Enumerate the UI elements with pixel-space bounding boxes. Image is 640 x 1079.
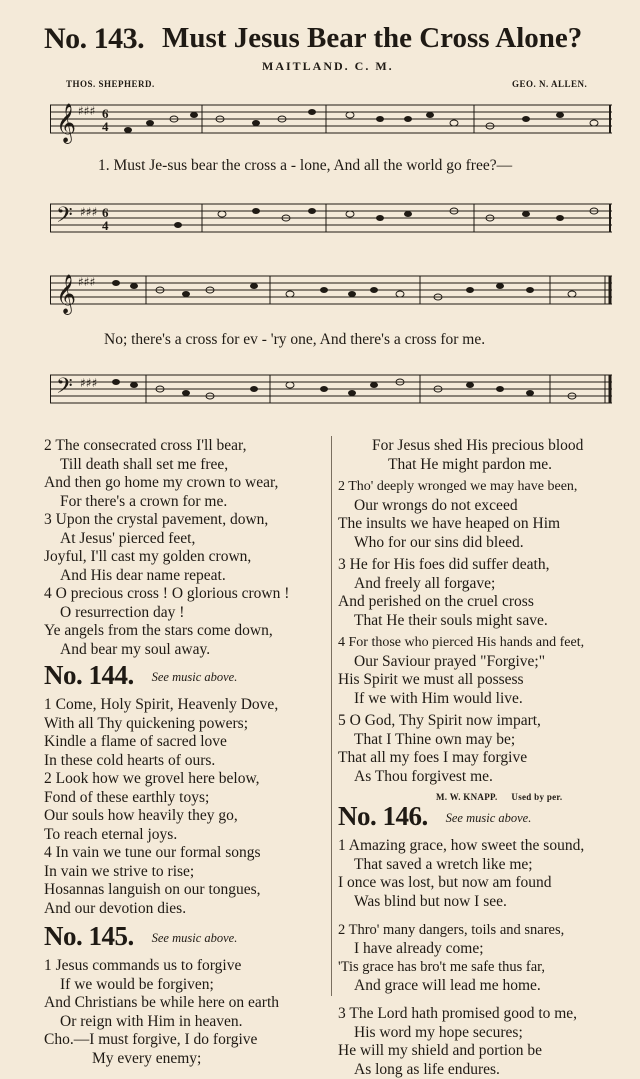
verse-line: 2 The consecrated cross I'll bear,: [44, 437, 328, 456]
svg-text:𝄞: 𝄞: [56, 274, 76, 315]
left-column: [44, 437, 328, 1068]
verse-line: At Jesus' pierced feet,: [44, 530, 328, 549]
svg-text:𝄞: 𝄞: [56, 103, 76, 144]
verse-line: As long as life endures.: [338, 1061, 628, 1079]
verse-line: Our souls how heavily they go,: [44, 807, 328, 826]
verse-line: 1 Jesus commands us to forgive: [44, 957, 328, 976]
svg-text:𝄢: 𝄢: [56, 374, 73, 404]
verse-line: He will my shield and portion be: [338, 1042, 628, 1061]
verse-line: 1 Amazing grace, how sweet the sound,: [338, 837, 628, 856]
verse-line: That He their souls might save.: [338, 612, 628, 631]
bass-staff-2: [50, 367, 612, 415]
verse-line: In these cold hearts of ours.: [44, 752, 328, 771]
verse-line: Joyful, I'll cast my golden crown,: [44, 548, 328, 567]
verse-line: Fond of these earthly toys;: [44, 789, 328, 808]
verse-line: 1 Come, Holy Spirit, Heavenly Dove,: [44, 696, 328, 715]
hymn-145-note: See music above.: [152, 929, 238, 948]
hymn-144-note: See music above.: [152, 668, 238, 687]
bass-staff-1: [50, 196, 612, 244]
hymn-144-verses: [44, 696, 328, 918]
svg-text:♯♯♯: ♯♯♯: [78, 275, 95, 289]
hymn-144-heading: [44, 666, 328, 696]
verse-line: The insults we have heaped on Him: [338, 515, 628, 534]
verse-line: And bear my soul away.: [44, 641, 328, 660]
hymn-143-verses: [44, 437, 328, 659]
hymn-145-number: No. 145.: [44, 927, 134, 946]
verse-line: Who for our sins did bleed.: [338, 534, 628, 553]
verse-line: Our Saviour prayed "Forgive;": [338, 653, 628, 672]
author-credit: THOS. SHEPHERD.: [66, 79, 155, 89]
credit-author: M. W. KNAPP.: [436, 792, 498, 802]
credit-permission: Used by per.: [511, 792, 562, 802]
verse-line: 'Tis grace has bro't me safe thus far,: [338, 958, 628, 977]
verse-line: 4 For those who pierced His hands and feet,: [338, 634, 628, 653]
verse-line: Ye angels from the stars come down,: [44, 622, 328, 641]
composer-credit: GEO. N. ALLEN.: [512, 79, 587, 89]
verse-line: If we with Him would live.: [338, 690, 628, 709]
verse-line: 2 Look how we grovel here below,: [44, 770, 328, 789]
verse-line: I once was lost, but now am found: [338, 874, 628, 893]
verse-line: Our wrongs do not exceed: [338, 497, 628, 516]
verse-line: That saved a wretch like me;: [338, 856, 628, 875]
hymn-146-verses: [338, 837, 628, 1079]
hymn-145-heading: [44, 927, 328, 957]
hymn-title: Must Jesus Bear the Cross Alone?: [162, 22, 582, 55]
svg-text:𝄢: 𝄢: [56, 203, 73, 233]
verse-line: If we would be forgiven;: [44, 976, 328, 995]
verse-line: 5 O God, Thy Spirit now impart,: [338, 712, 628, 731]
verse-line: Was blind but now I see.: [338, 893, 628, 912]
verse-line: 3 He for His foes did suffer death,: [338, 556, 628, 575]
right-column: [338, 437, 628, 1079]
verse-line: O resurrection day !: [44, 604, 328, 623]
verse-line: 4 O precious cross ! O glorious crown !: [44, 585, 328, 604]
verse-line: And our devotion dies.: [44, 900, 328, 919]
svg-text:4: 4: [102, 218, 109, 233]
hymn-146-note: See music above.: [446, 809, 532, 828]
verse-line: Hosannas languish on our tongues,: [44, 881, 328, 900]
verse-line: And freely all forgave;: [338, 575, 628, 594]
verse-line: And Christians be while here on earth: [44, 994, 328, 1013]
chorus-line: That He might pardon me.: [338, 456, 628, 475]
verse-line: 4 In vain we tune our formal songs: [44, 844, 328, 863]
verse-line: I have already come;: [338, 940, 628, 959]
tune-name: MAITLAND. C. M.: [262, 59, 394, 74]
svg-text:6: 6: [102, 106, 109, 121]
treble-staff-1: [50, 97, 612, 145]
verse-line: 2 Thro' many dangers, toils and snares,: [338, 921, 628, 940]
hymn-number: No. 143.: [44, 22, 144, 56]
chorus-line: My every enemy;: [44, 1050, 328, 1069]
treble-staff-2: [50, 268, 612, 316]
verse-line: As Thou forgivest me.: [338, 768, 628, 787]
hymn-145-verses: [44, 957, 328, 1068]
chorus-line: Cho.—I must forgive, I do forgive: [44, 1031, 328, 1050]
lyric-line-1: 1. Must Je-sus bear the cross a - lone, And all the world go free?—: [98, 157, 512, 175]
verse-line: And perished on the cruel cross: [338, 593, 628, 612]
verse-line: His word my hope secures;: [338, 1024, 628, 1043]
hymn-146-number: No. 146.: [338, 807, 428, 826]
svg-text:♯♯♯: ♯♯♯: [80, 205, 97, 219]
verse-line: For there's a crown for me.: [44, 493, 328, 512]
svg-text:4: 4: [102, 119, 109, 134]
verse-line: His Spirit we must all possess: [338, 671, 628, 690]
hymn-144-number: No. 144.: [44, 666, 134, 685]
verse-line: With all Thy quickening powers;: [44, 715, 328, 734]
verse-line: And His dear name repeat.: [44, 567, 328, 586]
hymn-145-credit: [338, 787, 628, 801]
verse-line: Kindle a flame of sacred love: [44, 733, 328, 752]
chorus-line: For Jesus shed His precious blood: [338, 437, 628, 456]
svg-text:♯♯♯: ♯♯♯: [78, 104, 95, 118]
svg-text:♯♯♯: ♯♯♯: [80, 376, 97, 390]
verse-line: 3 Upon the crystal pavement, down,: [44, 511, 328, 530]
column-divider: [331, 436, 332, 996]
verse-line: Till death shall set me free,: [44, 456, 328, 475]
hymn-145-continued: [338, 437, 628, 786]
svg-text:6: 6: [102, 205, 109, 220]
hymn-146-heading: [338, 807, 628, 837]
verse-line: 3 The Lord hath promised good to me,: [338, 1005, 628, 1024]
verse-line: Or reign with Him in heaven.: [44, 1013, 328, 1032]
verse-line: 2 Tho' deeply wronged we may have been,: [338, 478, 628, 497]
verse-line: In vain we strive to rise;: [44, 863, 328, 882]
verse-line: And then go home my crown to wear,: [44, 474, 328, 493]
lyric-line-2: No; there's a cross for ev - 'ry one, And there's a cross for me.: [104, 331, 485, 349]
verse-line: To reach eternal joys.: [44, 826, 328, 845]
verse-line: And grace will lead me home.: [338, 977, 628, 996]
verse-line: That I Thine own may be;: [338, 731, 628, 750]
verse-line: That all my foes I may forgive: [338, 749, 628, 768]
